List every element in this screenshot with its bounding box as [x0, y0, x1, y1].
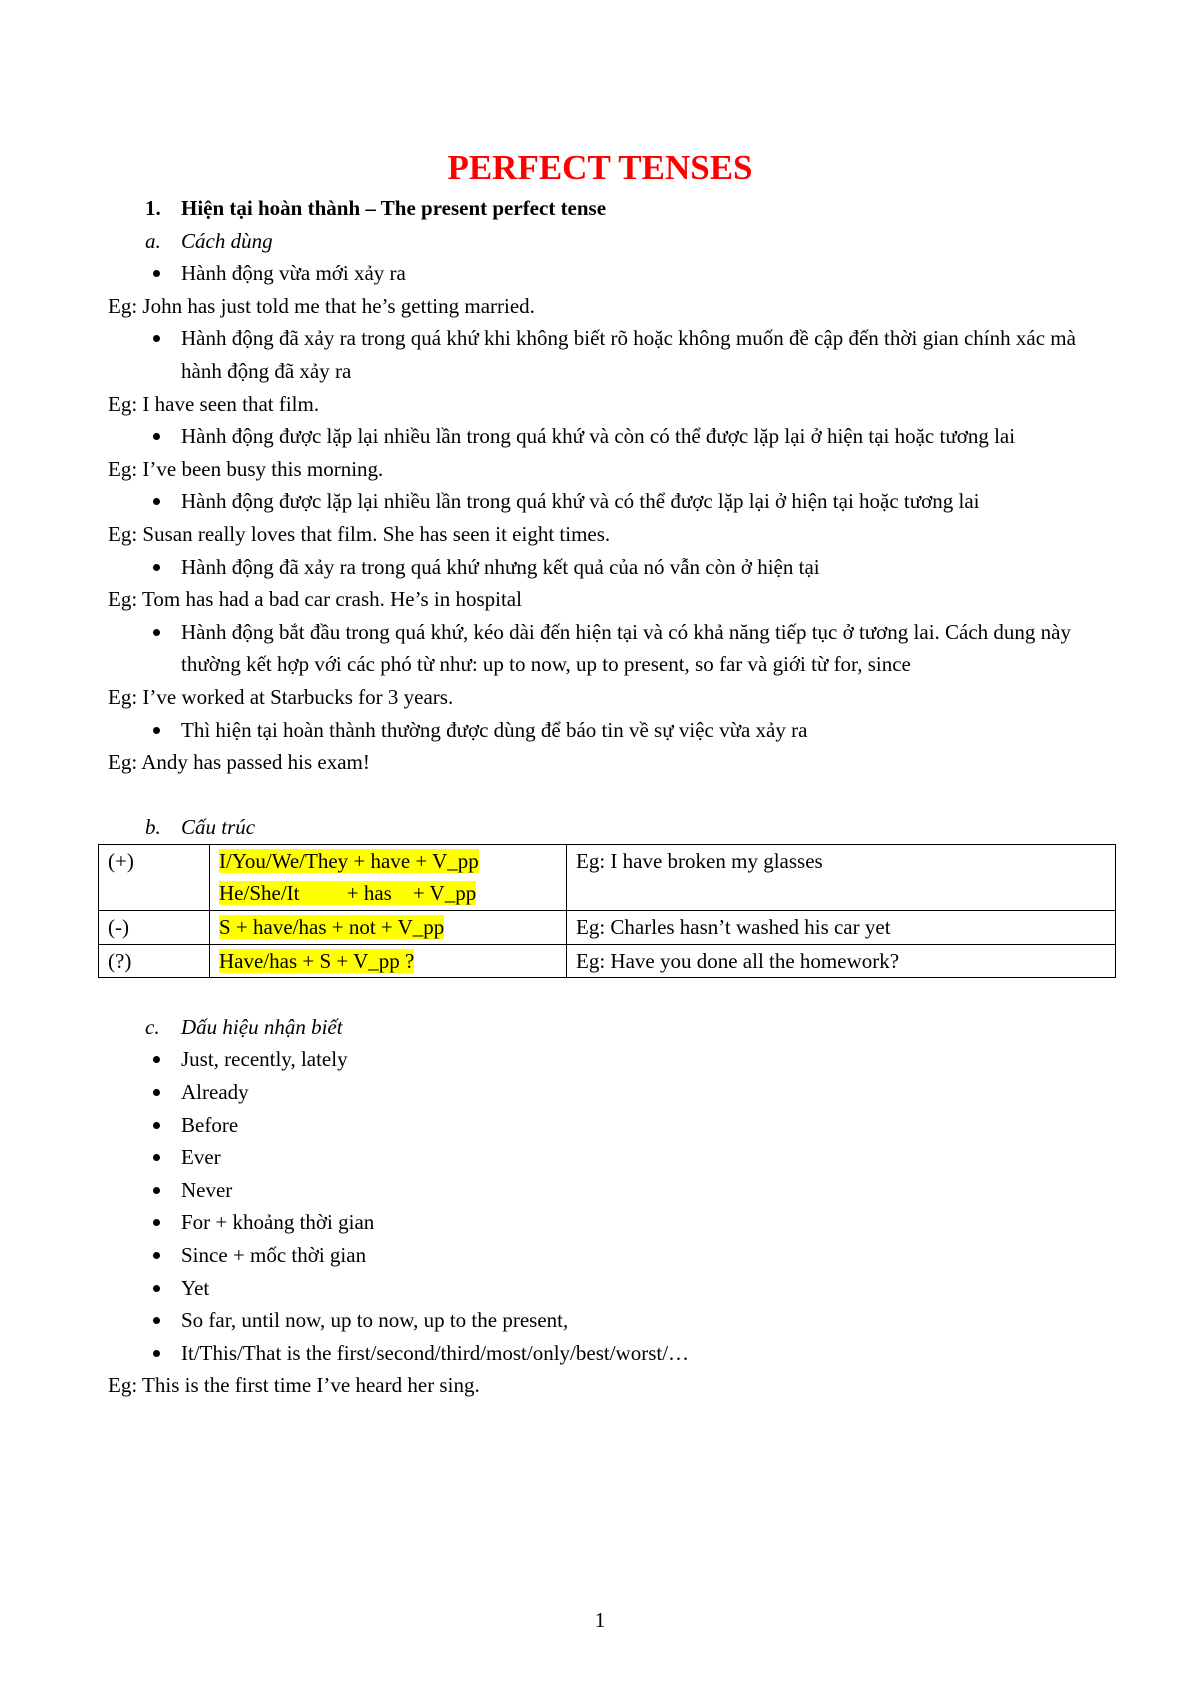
section-title: Hiện tại hoàn thành – The present perfect tense — [181, 196, 607, 220]
structure-letter: b. — [145, 815, 161, 840]
table-cell-formula — [210, 944, 567, 978]
formula-highlight: S + have/has + not + V_pp — [219, 915, 445, 940]
table-cell-type: (?) — [99, 944, 210, 978]
table-row — [99, 944, 1116, 978]
usage-example: Eg: I’ve been busy this morning. — [108, 456, 384, 481]
table-cell-example: Eg: Have you done all the homework? — [567, 944, 1116, 978]
page-title: PERFECT TENSES — [447, 148, 753, 187]
document-body — [108, 192, 1108, 1402]
sign-item: Before — [108, 1109, 1108, 1142]
spacer — [108, 779, 1108, 812]
table-cell-type: (-) — [99, 911, 210, 945]
usage-example: Eg: I’ve worked at Starbucks for 3 years. — [108, 684, 454, 709]
sign-item: So far, until now, up to now, up to the present, — [108, 1304, 1108, 1337]
formula-highlight: He/She/It + has + V_pp — [219, 881, 477, 906]
spacer — [108, 978, 1108, 1011]
usage-letter: a. — [145, 228, 161, 253]
usage-bullet: Hành động được lặp lại nhiều lần trong quá khứ và còn có thể được lặp lại ở hiện tại hoặc tương lai — [108, 420, 1108, 453]
usage-example: Eg: Andy has passed his exam! — [108, 750, 370, 775]
table-cell-example: Eg: I have broken my glasses — [567, 844, 1116, 910]
section-number: 1. — [145, 196, 161, 220]
usage-bullet: Hành động được lặp lại nhiều lần trong quá khứ và có thể được lặp lại ở hiện tại hoặc tương lai — [108, 485, 1108, 518]
usage-bullet: Hành động đã xảy ra trong quá khứ khi không biết rõ hoặc không muốn đề cập đến thời gian chính xác mà hành động đã xảy ra — [108, 322, 1108, 387]
formula-highlight: Have/has + S + V_pp ? — [219, 948, 415, 973]
usage-example: Eg: Susan really loves that film. She has seen it eight times. — [108, 521, 611, 546]
usage-bullet: Hành động vừa mới xảy ra — [108, 257, 1108, 290]
usage-bullet: Hành động bắt đầu trong quá khứ, kéo dài đến hiện tại và có khả năng tiếp tục ở tương lai. Cách dung này thường kết hợp với các phó từ như: up to now, up to present, so far và giới từ for, since — [108, 616, 1108, 681]
usage-heading — [108, 225, 1108, 258]
signs-title: Dấu hiệu nhận biết — [181, 1014, 343, 1039]
table-row — [99, 844, 1116, 910]
signs-heading — [108, 1011, 1108, 1044]
sign-item: Ever — [108, 1141, 1108, 1174]
signs-example: Eg: This is the first time I’ve heard her sing. — [108, 1373, 480, 1398]
structure-heading — [108, 811, 1108, 844]
signs-letter: c. — [145, 1014, 160, 1039]
sign-item: Never — [108, 1174, 1108, 1207]
page-number: 1 — [594, 1608, 606, 1632]
usage-title: Cách dùng — [181, 228, 273, 253]
usage-example: Eg: Tom has had a bad car crash. He’s in hospital — [108, 587, 522, 612]
sign-item: Just, recently, lately — [108, 1043, 1108, 1076]
usage-example: Eg: John has just told me that he’s getting married. — [108, 293, 535, 318]
table-cell-formula — [210, 844, 567, 910]
table-cell-formula — [210, 911, 567, 945]
usage-example: Eg: I have seen that film. — [108, 391, 320, 416]
table-cell-example: Eg: Charles hasn’t washed his car yet — [567, 911, 1116, 945]
usage-bullet: Thì hiện tại hoàn thành thường được dùng để báo tin về sự việc vừa xảy ra — [108, 714, 1108, 747]
sign-item: Since + mốc thời gian — [108, 1239, 1108, 1272]
structure-title: Cấu trúc — [181, 815, 256, 840]
sign-item: It/This/That is the first/second/third/most/only/best/worst/… — [108, 1337, 1108, 1370]
usage-bullet: Hành động đã xảy ra trong quá khứ nhưng kết quả của nó vẫn còn ở hiện tại — [108, 551, 1108, 584]
table-row — [99, 911, 1116, 945]
sign-item: For + khoảng thời gian — [108, 1206, 1108, 1239]
sign-item: Yet — [108, 1272, 1108, 1305]
sign-item: Already — [108, 1076, 1108, 1109]
section-heading — [108, 192, 1108, 225]
formula-highlight: I/You/We/They + have + V_pp — [219, 848, 479, 873]
table-cell-type: (+) — [99, 844, 210, 910]
structure-table — [98, 844, 1116, 978]
